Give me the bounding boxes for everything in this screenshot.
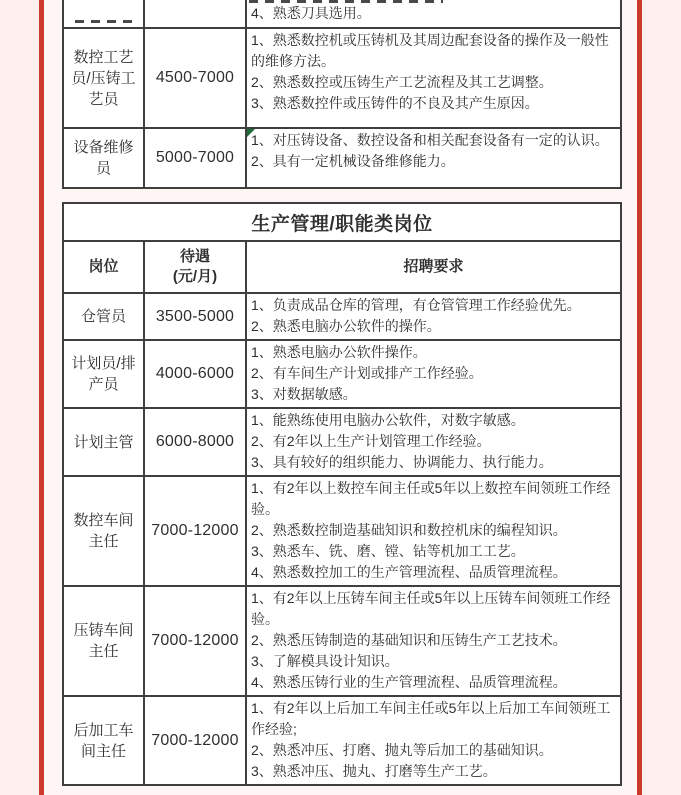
requirement-line: 3、熟悉车、铣、磨、镗、钻等机加工工艺。 <box>251 543 525 559</box>
salary-cell: 7000-12000 <box>144 586 246 696</box>
position-cell: 后加工车间主任 <box>63 696 144 785</box>
clipped-character-strokes <box>75 20 133 23</box>
requirement-line: 1、负责成品仓库的管理，有仓管管理工作经验优先。 <box>251 297 581 313</box>
requirements-cell-partial <box>246 0 621 28</box>
salary-cell: 6000-8000 <box>144 408 246 476</box>
requirements-cell <box>246 128 621 188</box>
table-row <box>63 696 621 785</box>
requirement-line: 3、熟悉冲压、抛丸、打磨等生产工艺。 <box>251 763 497 779</box>
requirement-line: 3、对数据敏感。 <box>251 386 357 402</box>
table-row <box>63 28 621 128</box>
requirement-line: 1、对压铸设备、数控设备和相关配套设备有一定的认识。 <box>251 132 609 148</box>
requirement-line: 1、有2年以上数控车间主任或5年以上数控车间领班工作经验。 <box>251 480 611 517</box>
requirement-line: 1、能熟练使用电脑办公软件，对数字敏感。 <box>251 412 525 428</box>
salary-cell: 4000-6000 <box>144 340 246 408</box>
salary-cell: 7000-12000 <box>144 476 246 586</box>
table-header-row <box>63 241 621 293</box>
position-cell: 数控车间主任 <box>63 476 144 586</box>
salary-cell: 7000-12000 <box>144 696 246 785</box>
right-red-rule <box>637 0 642 795</box>
requirements-cell <box>246 408 621 476</box>
requirement-line: 4、熟悉数控加工的生产管理流程、品质管理流程。 <box>251 564 567 580</box>
position-cell: 压铸车间主任 <box>63 586 144 696</box>
requirements-cell <box>246 293 621 340</box>
table-title: 生产管理/职能类岗位 <box>63 203 621 241</box>
requirement-line: 1、有2年以上后加工车间主任或5年以上后加工车间领班工作经验; <box>251 700 611 737</box>
left-red-rule <box>39 0 44 795</box>
salary-cell: 3500-5000 <box>144 293 246 340</box>
requirement-line: 2、有车间生产计划或排产工作经验。 <box>251 365 483 381</box>
management-positions-table <box>62 202 622 786</box>
requirement-line: 2、熟悉电脑办公软件的操作。 <box>251 318 441 334</box>
table-row-partial <box>63 0 621 28</box>
requirement-line: 2、熟悉数控或压铸生产工艺流程及其工艺调整。 <box>251 74 553 90</box>
table-title-row <box>63 203 621 241</box>
requirement-line: 3、熟悉数控件或压铸件的不良及其产生原因。 <box>251 95 539 111</box>
header-salary-line1: 待遇 <box>179 248 210 265</box>
position-cell: 仓管员 <box>63 293 144 340</box>
requirements-cell <box>246 476 621 586</box>
table-row <box>63 586 621 696</box>
header-requirements: 招聘要求 <box>246 241 621 293</box>
header-salary <box>144 241 246 293</box>
requirement-line: 3、了解模具设计知识。 <box>251 653 399 669</box>
table-row <box>63 293 621 340</box>
requirement-line: 4、熟悉刀具选用。 <box>251 5 371 21</box>
position-cell: 数控工艺员/压铸工艺员 <box>63 28 144 128</box>
requirement-line: 2、熟悉冲压、打磨、抛丸等后加工的基础知识。 <box>251 742 553 758</box>
table-row <box>63 476 621 586</box>
table-row <box>63 128 621 188</box>
requirement-line: 4、熟悉压铸行业的生产管理流程、品质管理流程。 <box>251 674 567 690</box>
salary-cell: 5000-7000 <box>144 128 246 188</box>
salary-cell: 4500-7000 <box>144 28 246 128</box>
requirement-line: 1、有2年以上压铸车间主任或5年以上压铸车间领班工作经验。 <box>251 590 611 627</box>
requirement-line: 1、熟悉电脑办公软件操作。 <box>251 344 427 360</box>
header-salary-line2: (元/月) <box>172 268 218 285</box>
position-cell-partial <box>63 0 144 28</box>
requirement-line: 2、熟悉压铸制造的基础知识和压铸生产工艺技术。 <box>251 632 567 648</box>
requirements-cell <box>246 28 621 128</box>
requirement-line: 2、熟悉数控制造基础知识和数控机床的编程知识。 <box>251 522 567 538</box>
position-cell: 计划主管 <box>63 408 144 476</box>
clipped-text-remnant <box>67 2 140 25</box>
header-position: 岗位 <box>63 241 144 293</box>
requirement-line: 2、具有一定机械设备维修能力。 <box>251 153 455 169</box>
table-row <box>63 340 621 408</box>
requirement-line: 1、熟悉数控机或压铸机及其周边配套设备的操作及一般性的维修方法。 <box>251 32 609 69</box>
requirements-cell <box>246 586 621 696</box>
technical-positions-table <box>62 0 622 189</box>
requirement-line: 3、具有较好的组织能力、协调能力、执行能力。 <box>251 454 553 470</box>
position-cell: 计划员/排产员 <box>63 340 144 408</box>
requirement-line: 2、有2年以上生产计划管理工作经验。 <box>251 433 491 449</box>
green-corner-marker-icon <box>247 129 255 137</box>
requirements-cell <box>246 696 621 785</box>
clipped-requirements <box>247 0 620 23</box>
position-cell: 设备维修员 <box>63 128 144 188</box>
table-row <box>63 408 621 476</box>
requirements-cell <box>246 340 621 408</box>
salary-cell-partial <box>144 0 246 28</box>
clipped-character-strokes <box>249 0 443 3</box>
